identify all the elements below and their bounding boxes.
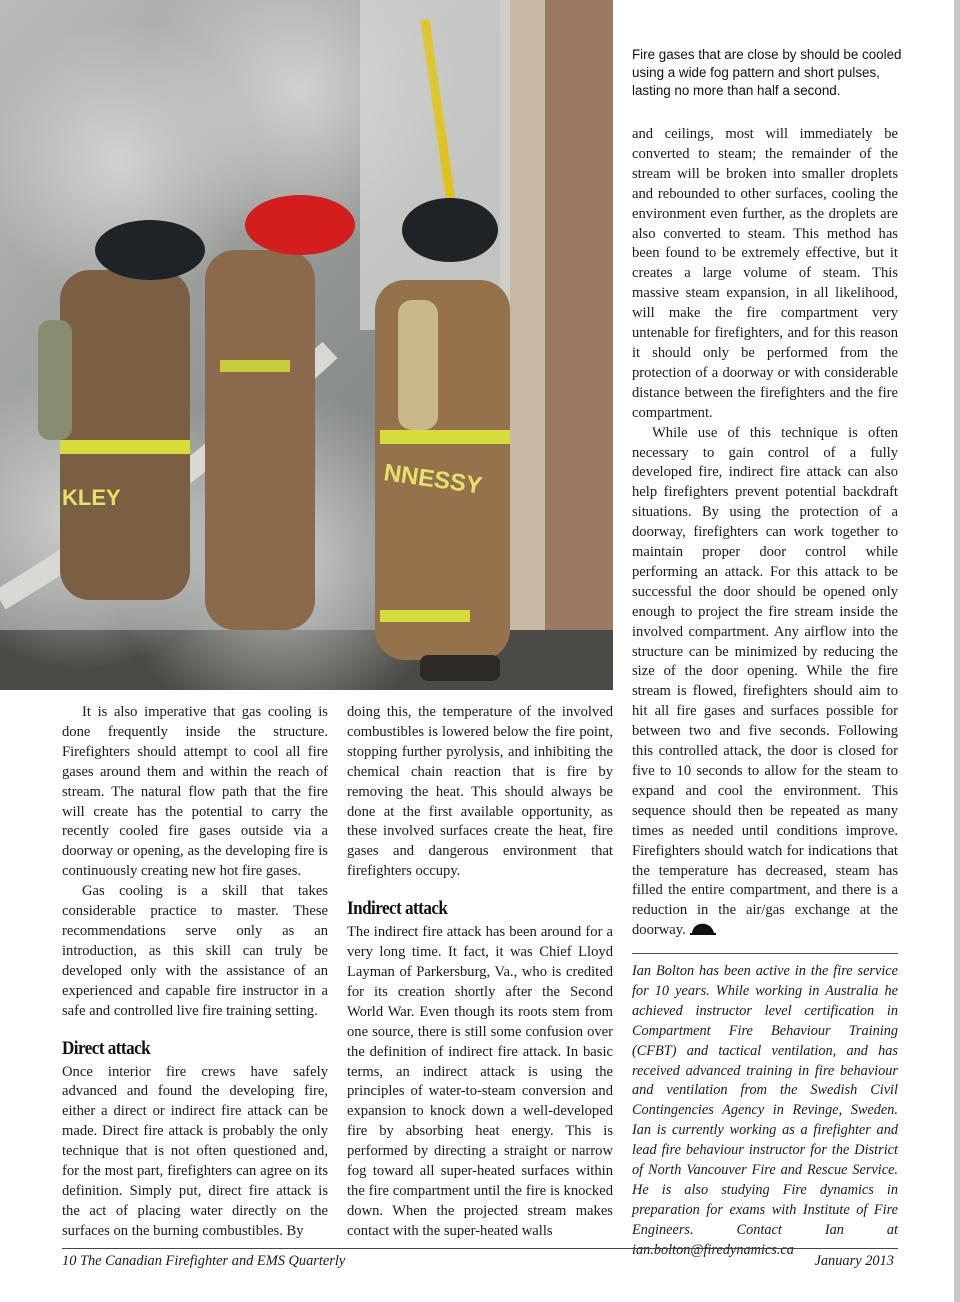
heading-direct-attack: Direct attack (62, 1037, 151, 1059)
author-bio: Ian Bolton has been active in the fire service for 10 years. While working in Australia he achieved instructor level certification in Compartment Fire Behaviour Training (CFBT) and tactical ventilation, and has received advanced training in fire behaviour and ventilation from the Swedish Civil Contingencies Agency in Revinge, Sweden. Ian is currently working as a firefighter and lead fire behaviour instructor for the District of North Vancouver Fire and Rescue Service. He is also studying Fire dynamics in preparation for exams with Institute of Fire Engineers. Contact Ian at ian.bolton@firedynamics.ca (632, 963, 898, 1258)
column-3 (632, 125, 898, 941)
column-1 (62, 703, 328, 1242)
building-wall (540, 0, 613, 640)
firefighter-helmet-icon (690, 922, 716, 936)
col1-paragraph: Once interior fire crews have safely advanced and found the developing fire, either a direct or indirect fire attack can be made. Direct fire attack is probably the only technique that is not often questioned and, for the most part, firefighters can agree on its definition. Simply put, direct fire attack is the act of placing water directly on the surfaces on the burning combustibles. By (62, 1063, 328, 1239)
firefighters-illustration (0, 0, 613, 690)
bio-divider (632, 953, 898, 954)
name-tag-left: KLEY (62, 485, 121, 510)
name-tag-right: NNESSY (382, 459, 484, 500)
col3-paragraph-end (632, 424, 898, 942)
footer-divider (62, 1248, 898, 1249)
col1-paragraph: Gas cooling is a skill that takes considerable practice to master. These recommendations serve only as an introduction, as this skill can truly be developed only with the assistance of an experienced and capable fire instructor in a safe and controlled live fire training setting. (62, 883, 328, 1019)
firefighters-photo (0, 0, 613, 690)
col2-paragraph: doing this, the temperature of the involved combustibles is lowered below the fire point, stopping further pyrolysis, and inhibiting the chemical chain reaction that is fire by removing the heat. This should always be done at the first available opportunity, as these involved surfaces create the heat, fire gases and dangerous environment that firefighters occupy. (347, 704, 613, 880)
footer-date: January 2013 (814, 1253, 894, 1269)
heading-indirect-attack: Indirect attack (347, 898, 448, 920)
footer-publication: 10 The Canadian Firefighter and EMS Quarterly (62, 1253, 346, 1269)
col1-paragraph: It is also imperative that gas cooling is done frequently inside the structure. Firefighters should attempt to cool all fire gases around them and within the reach of stream. The natural flow path that the fire will create has the potential to carry the recently cooled fire gases outside via a doorway or opening, as the developing fire is continuously creating new hot fire gases. (62, 704, 328, 880)
page-edge-bar (954, 0, 960, 1302)
column-2 (347, 703, 613, 1242)
col3-paragraph-text: While use of this technique is often necessary to gain control of a fully developed fire, indirect fire attack can also help firefighters prevent potential backdraft situations. By using the protection of a doorway, firefighters can work together to maintain proper door control while performing an attack. For this attack to be successful the door should be opened only enough to project the fire stream inside the involved compartment. Any airflow into the structure can be minimized by reducing the size of the door opening. While the fire stream is flowed, firefighters should aim to hit all fire gases and surfaces possible for between two and five seconds. Following this controlled attack, the door is closed for five to 10 seconds to allow for the steam to expand and cool the environment. This sequence should then be repeated as many times as needed until conditions improve. Firefighters should watch for indications that the temperature has decreased, steam has filled the entire compartment, and there is a reduction in the air/gas exchange at the doorway. (632, 424, 898, 939)
col3-paragraph: and ceilings, most will immediately be converted to steam; the remainder of the stream will be broken into smaller droplets and rebounded to other surfaces, cooling the environment even further, as the droplets are also converted to steam. This method has been found to be extremely effective, but it creates a large volume of steam. This massive steam expansion, in all likelihood, will make the fire compartment very untenable for firefighters, and for this reason it should only be performed from the protection of a doorway or with considerable distance between the firefighters and the fire compartment. (632, 126, 898, 421)
col2-paragraph: The indirect fire attack has been around for a very long time. It fact, it was Chief Lloyd Layman of Parkersburg, Va., who is credited for its creation shortly after the Second World War. Even though its roots stem from one source, there is still some confusion over the definition of indirect fire attack. In basic terms, an indirect attack is using the principles of water-to-steam conversion and expansion to knock down a well-developed fire by absorbing heat energy. This is performed by directing a straight or narrow fog toward all super-heated surfaces within the fire compartment until the fire is knocked down. When the projected stream makes contact with the super-heated walls (347, 924, 613, 1239)
photo-caption: Fire gases that are close by should be cooled using a wide fog pattern and short pulses, lasting no more than half a second. (632, 47, 902, 98)
